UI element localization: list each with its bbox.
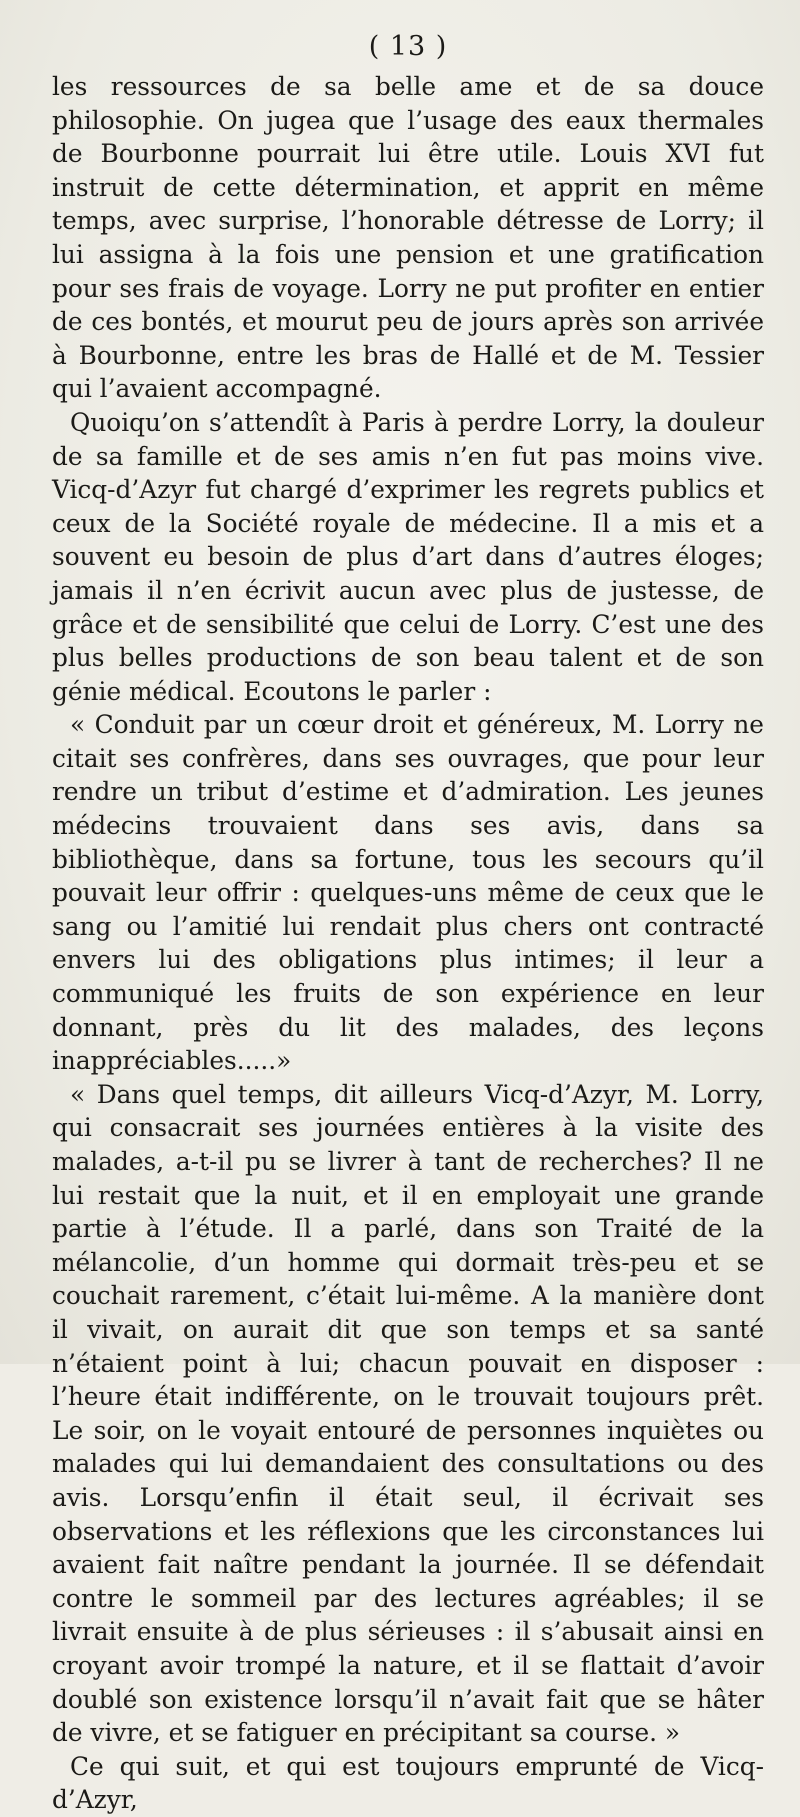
paragraph-5: Ce qui suit, et qui est toujours emprunté de Vicq-d’Azyr, [52, 1751, 764, 1815]
paragraph-3-quote: « Conduit par un cœur droit et généreux, M. Lorry ne citait ses confrères, dans ses ouvrages, que pour leur rendre un tribut d’estime et d’admiration. Les jeunes médecins trouvaient dans ses avis, dans sa bibliothèque, dans sa fortune, tous les secours qu’il pouvait leur offrir : quelques-uns même de ceux que le sang ou l’amitié lui rendait plus chers ont contracté envers lui des obligations plus intimes; il leur a communiqué les fruits de son expérience en leur donnant, près du lit des malades, des leçons inappréciables.....» [52, 710, 764, 1076]
paragraph-2: Quoiqu’on s’attendît à Paris à perdre Lorry, la douleur de sa famille et de ses amis n’en fut pas moins vive. Vicq-d’Azyr fut chargé d’exprimer les regrets publics et ceux de la Société royale de médecine. Il a mis et a souvent eu besoin de plus d’art dans d’autres éloges; jamais il n’en écrivit aucun avec plus de justesse, de grâce et de sensibilité que celui de Lorry. C’est une des plus belles productions de son beau talent et de son génie médical. Ecoutons le parler : [52, 407, 764, 706]
paragraph-4-quote: « Dans quel temps, dit ailleurs Vicq-d’Azyr, M. Lorry, qui consacrait ses journées entières à la visite des malades, a-t-il pu se livrer à tant de recherches? Il ne lui restait que la nuit, et il en employait une grande partie à l’étude. Il a parlé, dans son Traité de la mélancolie, d’un homme qui dormait très-peu et se couchait rarement, c’était lui-même. A la manière dont il vivait, on aurait dit que son temps et sa santé n’étaient point à lui; chacun pouvait en disposer : l’heure était indifférente, on le trouvait toujours prêt. Le soir, on le voyait entouré de personnes inquiètes ou malades qui lui demandaient des consultations ou des avis. Lorsqu’enfin il était seul, il écrivait ses observations et les réflexions que les circonstances lui avaient fait naître pendant la journée. Il se défendait contre le sommeil par des lectures agréables; il se livrait ensuite à de plus sérieuses : il s’abusait ainsi en croyant avoir trompé la nature, et il se flattait d’avoir doublé son existence lorsqu’il n’avait fait que se hâter de vivre, et se fatiguer en précipitant sa course. » [52, 1079, 764, 1748]
body-text [52, 70, 764, 1817]
page-number: ( 13 ) [368, 31, 448, 62]
paragraph-1: les ressources de sa belle ame et de sa douce philosophie. On jugea que l’usage des eaux thermales de Bourbonne pourrait lui être utile. Louis XVI fut instruit de cette détermination, et apprit en même temps, avec surprise, l’honorable détresse de Lorry; il lui assigna à la fois une pension et une gratification pour ses frais de voyage. Lorry ne put profiter en entier de ces bontés, et mourut peu de jours après son arrivée à Bourbonne, entre les bras de Hallé et de M. Tessier qui l’avaient accompagné. [52, 72, 764, 404]
